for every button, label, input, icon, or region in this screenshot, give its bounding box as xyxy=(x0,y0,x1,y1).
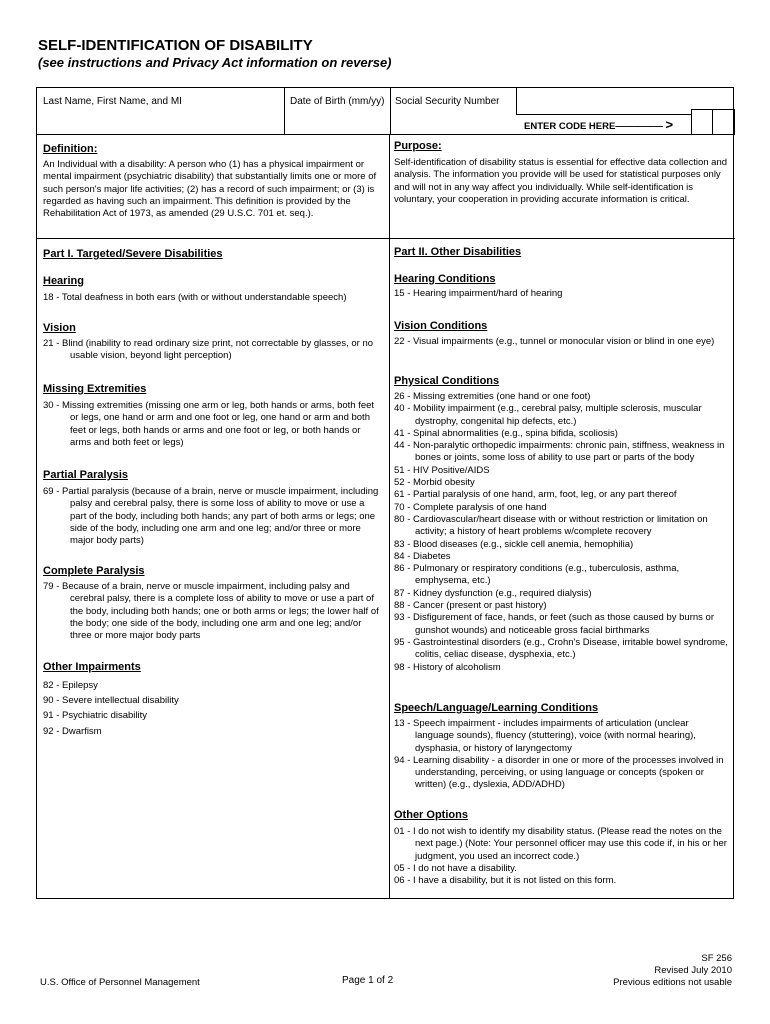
vision-heading: Vision xyxy=(43,322,76,334)
other-impairments-list xyxy=(43,678,383,739)
hearing-list xyxy=(43,292,383,304)
vision-list xyxy=(43,338,383,363)
hearing-conditions-heading: Hearing Conditions xyxy=(394,273,496,285)
list-item: 13 - Speech impairment - includes impairments of articulation (unclear language sounds), fluency (stuttering), voice (with normal hearing), dysphasia, or history of laryngectomy xyxy=(394,718,696,754)
list-item: 30 - Missing extremities (missing one arm or leg, both hands or arms, both feet or legs, one hand or arm and one foot or leg, one hand or arm and both feet or legs, both hands or arms and one foot or leg, or both hands or arms and both feet or legs) xyxy=(43,400,375,448)
other-impairments-heading: Other Impairments xyxy=(43,661,141,673)
list-item: 51 - HIV Positive/AIDS xyxy=(394,464,490,476)
form-body xyxy=(36,87,734,899)
purpose-heading: Purpose: xyxy=(394,140,442,152)
definition-text: An Individual with a disability: A person who (1) has a physical impairment or mental impairment (psychiatric disability) that substantially limits one or more of such person's major life activities; (2) has a record of such impairment; or (3) is regarded as having such an impairment. This definition is provided by the Rehabilitation Act of 1973, as amended (29 U.S.C. 701 et. seq.). xyxy=(43,159,377,220)
vision-conditions-heading: Vision Conditions xyxy=(394,320,488,332)
list-item: 92 - Dwarfism xyxy=(43,725,102,737)
list-item: 95 - Gastrointestinal disorders (e.g., Crohn's Disease, irritable bowel syndrome, colitis, celiac disease, dysphexia, etc.) xyxy=(394,636,728,661)
list-item: 40 - Mobility impairment (e.g., cerebral palsy, multiple sclerosis, muscular dystrophy, congenital hip defects, etc.) xyxy=(394,403,702,427)
list-item: 06 - I have a disability, but it is not listed on this form. xyxy=(394,875,617,887)
list-item: 93 - Disfigurement of face, hands, or feet (such as those caused by burns or gunshot wounds) and noticeable gross facial birthmarks xyxy=(394,612,715,636)
list-item: 90 - Severe intellectual disability xyxy=(43,695,179,707)
ssn-field-label: Social Security Number xyxy=(395,96,500,107)
partial-paralysis-list xyxy=(43,486,383,547)
missing-extremities-heading: Missing Extremities xyxy=(43,383,147,395)
page-number: Page 1 of 2 xyxy=(342,975,394,986)
list-item: 05 - I do not have a disability. xyxy=(394,862,517,874)
missing-extremities-list xyxy=(43,400,383,449)
form-subtitle: (see instructions and Privacy Act information on reverse) xyxy=(38,55,392,70)
hearing-conditions-list xyxy=(394,288,730,300)
list-item: 26 - Missing extremities (one hand or one foot) xyxy=(394,391,591,402)
purpose-text: Self-identification of disability status is essential for effective data collection and analysis. The information you provide will be used for statistical purposes only and will not in any way affect you individually. While self-identification is voluntary, your cooperation in providing accurate information is critical. xyxy=(394,157,728,205)
arrow-right-icon: > xyxy=(665,117,674,132)
list-item: 79 - Because of a brain, nerve or muscle impairment, including palsy and cerebral palsy, there is a complete loss of ability to move or use a part of the body, including both hands; one or both arms or legs; the lower half of the body; one side of the body, including one arm and one leg; and/or three or more major body parts xyxy=(43,581,379,642)
list-item: 69 - Partial paralysis (because of a brain, nerve or muscle impairment, including palsy and cerebral palsy, there is some loss of ability to move or use a part of the body, including both hands; any part of both arms or legs; one side of the body, including one arm and one leg; and/or three or more major body parts) xyxy=(43,486,379,547)
list-item: 44 - Non-paralytic orthopedic impairments: chronic pain, stiffness, weakness in bones or joints, some loss of ability to use part or parts of the body xyxy=(394,440,725,464)
code-digit-box-1[interactable] xyxy=(691,109,713,135)
other-options-heading: Other Options xyxy=(394,809,468,821)
dob-field-label: Date of Birth (mm/yy) xyxy=(290,96,385,107)
list-item: 88 - Cancer (present or past history) xyxy=(394,600,547,612)
form-number: SF 256 xyxy=(701,953,732,964)
list-item: 94 - Learning disability - a disorder in one or more of the processes involved in understanding, perceiving, or using language or concepts (spoken or written) (e.g., dyslexia, ADD/ADHD) xyxy=(394,754,724,791)
list-item: 52 - Morbid obesity xyxy=(394,477,475,489)
list-item: 70 - Complete paralysis of one hand xyxy=(394,501,547,513)
agency-name: U.S. Office of Personnel Management xyxy=(40,977,200,988)
speech-language-learning-heading: Speech/Language/Learning Conditions xyxy=(394,702,599,714)
list-item: 84 - Diabetes xyxy=(394,550,451,562)
definition-heading: Definition: xyxy=(43,143,98,155)
part2-heading: Part II. Other Disabilities xyxy=(394,246,522,258)
list-item: 91 - Psychiatric disability xyxy=(43,710,148,722)
other-options-list xyxy=(394,826,730,887)
list-item: 18 - Total deafness in both ears (with or without understandable speech) xyxy=(43,292,347,303)
list-item: 21 - Blind (inability to read ordinary size print, not correctable by glasses, or no usable vision, beyond light perception) xyxy=(43,338,374,362)
hearing-heading: Hearing xyxy=(43,275,84,287)
list-item: 98 - History of alcoholism xyxy=(394,661,501,673)
physical-conditions-heading: Physical Conditions xyxy=(394,375,500,387)
list-item: 80 - Cardiovascular/heart disease with or without restriction or limitation on activity; a history of heart problems w/complete recovery xyxy=(394,513,708,538)
physical-conditions-list xyxy=(394,391,730,674)
previous-editions-note: Previous editions not usable xyxy=(613,977,732,988)
form-title: SELF-IDENTIFICATION OF DISABILITY xyxy=(38,37,313,54)
speech-language-learning-list xyxy=(394,718,730,792)
code-digit-box-2[interactable] xyxy=(712,109,735,135)
list-item: 86 - Pulmonary or respiratory conditions (e.g., tuberculosis, asthma, emphysema, etc.) xyxy=(394,563,680,587)
list-item: 41 - Spinal abnormalities (e.g., spina bifida, scoliosis) xyxy=(394,427,618,439)
vision-conditions-list xyxy=(394,336,730,348)
list-item: 15 - Hearing impairment/hard of hearing xyxy=(394,288,563,299)
name-field-label: Last Name, First Name, and MI xyxy=(43,96,182,107)
complete-paralysis-list xyxy=(43,581,383,642)
part1-heading: Part I. Targeted/Severe Disabilities xyxy=(43,248,223,260)
complete-paralysis-heading: Complete Paralysis xyxy=(43,565,145,577)
enter-code-label: ENTER CODE HERE————— > xyxy=(524,117,674,132)
list-item: 83 - Blood diseases (e.g., sickle cell anemia, hemophilia) xyxy=(394,538,634,550)
list-item: 61 - Partial paralysis of one hand, arm, foot, leg, or any part thereof xyxy=(394,489,677,501)
partial-paralysis-heading: Partial Paralysis xyxy=(43,469,129,481)
list-item: 22 - Visual impairments (e.g., tunnel or monocular vision or blind in one eye) xyxy=(394,336,715,347)
list-item: 01 - I do not wish to identify my disability status. (Please read the notes on the next page.) (Note: Your personnel officer may use this code if, in his or her judgment, you used an incorrect code.) xyxy=(394,826,727,862)
list-item: 82 - Epilepsy xyxy=(43,680,98,691)
list-item: 87 - Kidney dysfunction (e.g., required dialysis) xyxy=(394,587,592,599)
revision-date: Revised July 2010 xyxy=(654,965,732,976)
